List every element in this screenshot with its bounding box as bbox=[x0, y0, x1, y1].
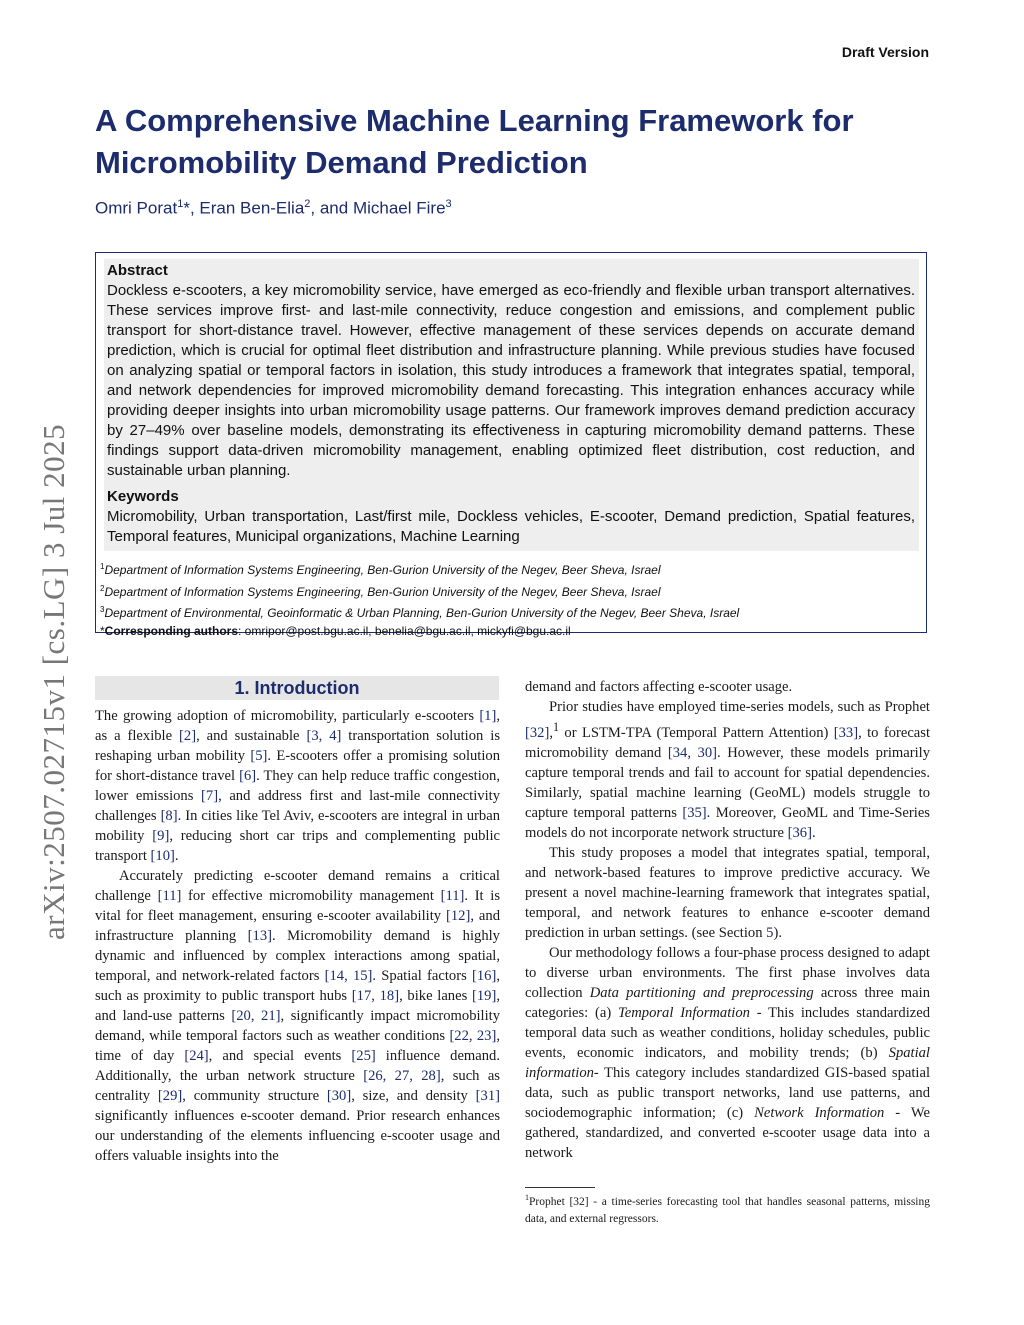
citation-link: [26, 27, 28] bbox=[363, 1068, 441, 1084]
citation-link: [12] bbox=[446, 908, 471, 924]
citation-link: [5] bbox=[250, 748, 268, 764]
affiliation-item bbox=[100, 601, 920, 623]
citation-link: [34, 30] bbox=[667, 744, 718, 761]
citation-link: [9] bbox=[152, 828, 170, 844]
affiliation-list bbox=[100, 558, 920, 623]
citation-link: [30] bbox=[326, 1088, 352, 1104]
paragraph: Accurately predicting e-scooter demand remains a critical challenge [11] for effective micromobility management [11]. It is vital for fleet management, ensuring e-scooter availability [12], and infrastructure planning [13]. Micromobility demand is highly dynamic and influenced by complex interactions among spatial, temporal, and network-related factors [14, 15]. Spatial factors [16], such as proximity to public transport hubs [17, 18], bike lanes [19], and land-use patterns [20, 21], significantly impact micromobility demand, while temporal factors such as weather conditions [22, 23], time of day [24], and special events [25] influence demand. Additionally, the urban network structure [26, 27, 28], such as centrality [29], community structure [30], size, and density [31] significantly influences e-scooter demand. Prior research enhances our understanding of the elements influencing e-scooter usage and offers valuable insights into the bbox=[95, 868, 501, 1164]
citation-link: [31] bbox=[475, 1088, 500, 1104]
author-affiliation-mark: 3 bbox=[445, 198, 452, 210]
paragraph: This study proposes a model that integrates spatial, temporal, and network-based features to improve predictive accuracy. We present a novel machine-learning framework that integrates spatial, temporal, and network features to enhance e-scooter demand prediction in urban settings. (see Section 5). bbox=[525, 844, 930, 941]
paragraph: demand and factors affecting e-scooter usage. bbox=[525, 679, 793, 695]
paragraph: Our methodology follows a four-phase process designed to adapt to diverse urban environments. The first phase involves data collection Data partitioning and preprocessing across three main categories: (a) Temporal Information - This includes standardized temporal data such as weather conditions, holiday schedules, public events, economic indicators, and mobility trends; (b) Spatial information- This category includes standardized GIS-based spatial data, such as public transport networks, land use patterns, and sociodemographic information; (c) Network Information - We gathered, standardized, and converted e-scooter usage data into a network bbox=[525, 944, 930, 1161]
citation-link: [32] bbox=[569, 1195, 589, 1208]
corresponding-emails: : omripor@post.bgu.ac.il, benelia@bgu.ac.il, mickyfi@bgu.ac.il bbox=[238, 623, 571, 638]
citation-link: [11] bbox=[157, 888, 182, 904]
citation-link: [14, 15] bbox=[324, 968, 373, 984]
citation-link: [22, 23] bbox=[449, 1028, 497, 1044]
affiliation-item bbox=[100, 580, 920, 602]
citation-link: [33] bbox=[833, 724, 859, 741]
author-list: Omri Porat$^1$*, Eran Ben-Elia$^2$, and Michael Fire$^3$ bbox=[95, 198, 452, 218]
italic-term: Network Information bbox=[754, 1104, 885, 1121]
citation-link: [3, 4] bbox=[306, 728, 342, 744]
citation-link: [24] bbox=[184, 1048, 209, 1064]
affiliations bbox=[100, 558, 920, 640]
affiliation-mark: 3 bbox=[100, 605, 105, 614]
citation-link: [16] bbox=[472, 968, 497, 984]
arxiv-identifier-stamp: arXiv:2507.02715v1 [cs.LG] 3 Jul 2025 bbox=[36, 423, 71, 940]
footnote-mark: 1 bbox=[552, 720, 560, 734]
draft-version-label: Draft Version bbox=[841, 44, 929, 60]
abstract-box bbox=[95, 252, 927, 638]
corresponding-label: Corresponding authors bbox=[104, 623, 239, 638]
citation-link: [2] bbox=[179, 728, 197, 744]
abstract-text: Dockless e-scooters, a key micromobility service, have emerged as eco-friendly and flexible urban transport alternatives. These services improve first- and last-mile connectivity, reduce congestion and emissions, and complement public transport for short-distance travel. However, effective management of these services depends on accurate demand prediction, which is crucial for optimal fleet distribution and infrastructure planning. While previous studies have focused on analyzing spatial or temporal factors in isolation, this study introduces a framework that integrates spatial, temporal, and network dependencies for improved micromobility demand forecasting. This integration enhances accuracy while providing deeper insights into urban micromobility usage patterns. Our framework improves demand prediction accuracy by 27–49% over baseline models, demonstrating its effectiveness in capturing micromobility demand patterns. These findings support data-driven micromobility management, enabling optimized fleet distribution, cost reduction, and sustainable urban planning. bbox=[107, 282, 915, 479]
italic-term: Data partitioning and preprocessing bbox=[589, 984, 814, 1001]
citation-link: [13] bbox=[247, 928, 272, 944]
footnote-number: 1 bbox=[525, 1193, 529, 1202]
author-affiliation-mark: 1 bbox=[177, 198, 184, 210]
footnote-rule bbox=[525, 1187, 595, 1188]
citation-link: [17, 18] bbox=[351, 988, 400, 1004]
citation-link: [29] bbox=[157, 1088, 183, 1104]
citation-link: [10] bbox=[150, 848, 175, 864]
section-heading-introduction: 1. Introduction bbox=[95, 676, 499, 700]
author-name: Michael Fire bbox=[352, 198, 446, 218]
citation-link: [36] bbox=[787, 824, 812, 841]
corresponding-mark: * bbox=[100, 623, 105, 638]
affiliation-mark: 1 bbox=[100, 562, 105, 571]
citation-link: [6] bbox=[239, 768, 257, 784]
author-name: Eran Ben-Elia bbox=[199, 198, 305, 218]
citation-link: [1] bbox=[479, 708, 497, 724]
affiliation-text: Department of Environmental, Geoinformatic & Urban Planning, Ben-Gurion University of the Negev, Beer Sheva, Israel bbox=[104, 606, 740, 620]
author-affiliation-mark: 2 bbox=[304, 198, 311, 210]
italic-term: Temporal Information bbox=[617, 1004, 750, 1021]
citation-link: [25] bbox=[351, 1048, 376, 1064]
affiliation-text: Department of Information Systems Engineering, Ben-Gurion University of the Negev, Beer Sheva, Israel bbox=[104, 584, 661, 599]
citation-link: [8] bbox=[160, 808, 178, 824]
abstract-heading: Abstract bbox=[107, 262, 168, 279]
citation-link: [20, 21] bbox=[231, 1008, 281, 1024]
citation-link: [19] bbox=[471, 988, 497, 1004]
citation-link: [7] bbox=[201, 788, 219, 804]
corresponding-star: * bbox=[183, 198, 190, 218]
abstract-panel bbox=[104, 259, 919, 551]
citation-link: [11] bbox=[440, 888, 465, 904]
affiliation-item bbox=[100, 558, 920, 580]
left-column-text bbox=[95, 706, 500, 1166]
keywords-heading: Keywords bbox=[107, 488, 179, 505]
italic-term: Spatial information bbox=[525, 1044, 930, 1081]
affiliation-text: Department of Information Systems Engineering, Ben-Gurion University of the Negev, Beer Sheva, Israel bbox=[104, 563, 661, 577]
paragraph: The growing adoption of micromobility, particularly e-scooters [1], as a flexible [2], and sustainable [3, 4] transportation solution is reshaping urban mobility [5]. E-scooters offer a promising solution for short-distance travel [6]. They can help reduce traffic congestion, lower emissions [7], and address first and last-mile connectivity challenges [8]. In cities like Tel Aviv, e-scooters are integral in urban mobility [9], reducing short car trips and complementing public transport [10]. bbox=[95, 708, 500, 864]
author-name: Omri Porat bbox=[95, 198, 178, 218]
affiliation-mark: 2 bbox=[100, 583, 105, 593]
corresponding-authors bbox=[100, 623, 920, 641]
citation-link: [35] bbox=[682, 804, 707, 821]
paragraph: Prior studies have employed time-series models, such as Prophet [32],$^1$ or LSTM-TPA (Temporal Pattern Attention) [33], to forecast micromobility demand [34, 30]. However, these models primarily capture temporal trends and fail to account for spatial dependencies. Similarly, spatial machine learning (GeoML) models struggle to capture temporal patterns [35]. Moreover, GeoML and Time-Series models do not incorporate network structure [36]. bbox=[525, 699, 931, 841]
right-column-text bbox=[525, 677, 930, 1163]
citation-link: [32] bbox=[525, 724, 550, 741]
footnote: $^1$Prophet [32] - a time-series forecasting tool that handles seasonal patterns, missing data, and external regressors. bbox=[525, 1193, 930, 1225]
citation-link: 5 bbox=[766, 924, 774, 941]
paper-title: A Comprehensive Machine Learning Framework for Micromobility Demand Prediction bbox=[95, 103, 854, 180]
keywords-text: Micromobility, Urban transportation, Last/first mile, Dockless vehicles, E-scooter, Demand prediction, Spatial features, Temporal features, Municipal organizations, Machine Learning bbox=[107, 508, 915, 545]
